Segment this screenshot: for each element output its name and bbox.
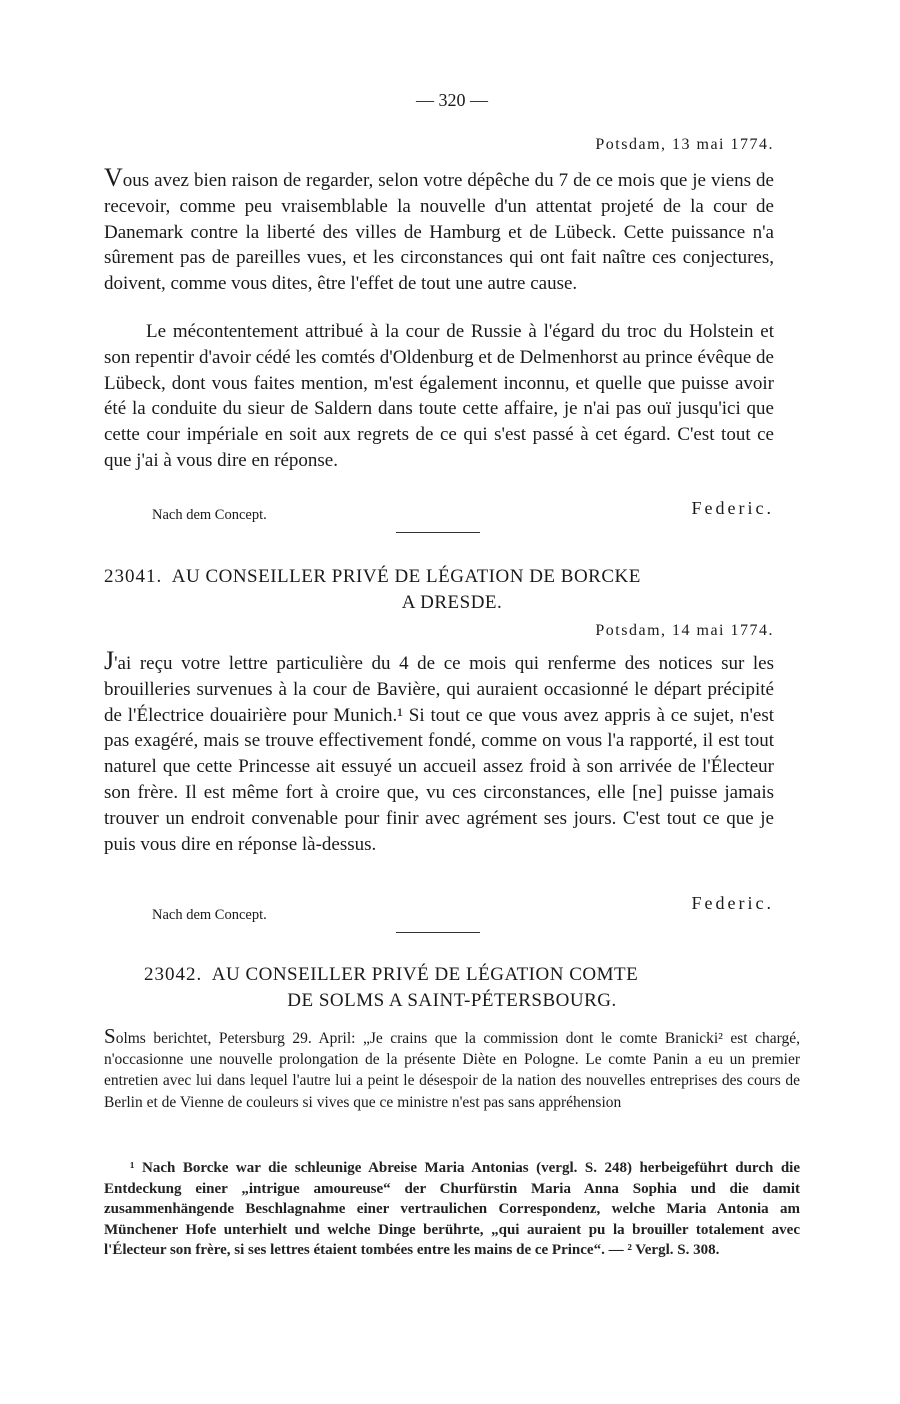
letter-heading [104, 564, 800, 616]
letter-title: AU CONSEILLER PRIVÉ DE LÉGATION COMTE [211, 964, 639, 985]
drop-cap: V [104, 163, 123, 192]
letter-number: 23041. [104, 566, 163, 587]
letter-number: 23042. [144, 964, 203, 985]
letter-title-continued: DE SOLMS A SAINT-PÉTERSBOURG. [287, 990, 617, 1011]
dateline: Potsdam, 13 mai 1774. [595, 136, 774, 153]
letter-paragraph [104, 165, 774, 297]
report-summary [104, 1026, 800, 1113]
letter-title: AU CONSEILLER PRIVÉ DE LÉGATION DE BORCKE [171, 566, 641, 587]
signature: Federic. [691, 498, 774, 518]
source-note: Nach dem Concept. [152, 907, 267, 923]
paragraph-text: ous avez bien raison de regarder, selon votre dépêche du 7 de ce mois que je viens de recevoir, comme peu vraisemblable la nouvelle d'un attentat projeté de la cour de Danemark contre la liberté des villes de Hamburg et de Lübeck. Cette puissance n'a sûrement pas de pareilles vues, et les circonstances qui ont fait naître ces conjectures, doivent, comme vous dites, être l'effet de tout une autre cause. [104, 170, 774, 295]
paragraph-text: 'ai reçu votre lettre particulière du 4 de ce mois qui renferme des notices sur les brouilleries survenues à la cour de Bavière, qui auraient occasionné le départ précipité de l'Électrice douairière pour Munich.¹ Si tout ce que vous avez appris à ce sujet, n'est pas exagéré, mais se trouve effectivement fondé, comme on vous l'a rapporté, il est tout naturel que cette Princesse ait essuyé un accueil assez froid à son arrivée de l'Électeur son frère. Il est même fort à croire que, vu ces circonstances, elle [ne] puisse jamais trouver un endroit convenable pour finir avec agrément ses jours. C'est tout ce que je puis vous dire en réponse là-dessus. [104, 653, 774, 855]
divider [396, 932, 480, 933]
divider [396, 532, 480, 533]
letter-paragraph: Le mécontentement attribué à la cour de Russie à l'égard du troc du Holstein et son repentir d'avoir cédé les comtés d'Oldenburg et de Delmenhorst au prince évêque de Lübeck, dont vous faites mention, m'est également inconnu, et quelle que puisse avoir été la conduite du sieur de Saldern dans toute cette affaire, je n'ai pas ouï jusqu'ici que cette cour impériale en soit aux regrets de ce qui s'est passé à cet égard. C'est tout ce que j'ai à vous dire en réponse. [104, 321, 774, 471]
drop-cap: S [104, 1024, 116, 1048]
footnotes: ¹ Nach Borcke war die schleunige Abreise Maria Antonias (vergl. S. 248) herbeigeführt durch die Entdeckung einer „intrigue amoureuse“ der Churfürstin Maria Anna Sophia und die damit zusammenhängende Beschlagnahme einer vertraulichen Correspondenz, welche Maria Antonia am Münchener Hofe unterhielt und welche Dinge berührte, „qui auraient pu la brouiller totalement avec l'Électeur son frère, si ses lettres étaient tombées entre les mains de ce Prince“. — ² Vergl. S. 308. [104, 1160, 800, 1258]
source-note: Nach dem Concept. [152, 507, 267, 523]
drop-cap: J [104, 646, 115, 675]
document-page [104, 0, 800, 1404]
letter-heading [104, 962, 800, 1014]
page-number: — 320 — [416, 90, 488, 110]
paragraph-text: olms berichtet, Petersburg 29. April: „Je crains que la commission dont le comte Branicki² est chargé, n'occasionne une nouvelle prolongation de la présente Diète en Pologne. Le comte Panin a eu un premier entretien avec lui dans lequel l'autre lui a peint le désespoir de la nation des nouvelles entreprises des cours de Berlin et de Vienne de couleurs si vives que ce ministre n'est pas sans appréhension [104, 1030, 800, 1111]
dateline: Potsdam, 14 mai 1774. [595, 622, 774, 639]
letter-paragraph [104, 648, 774, 857]
signature: Federic. [691, 893, 774, 913]
letter-title-continued: A DRESDE. [401, 592, 503, 613]
